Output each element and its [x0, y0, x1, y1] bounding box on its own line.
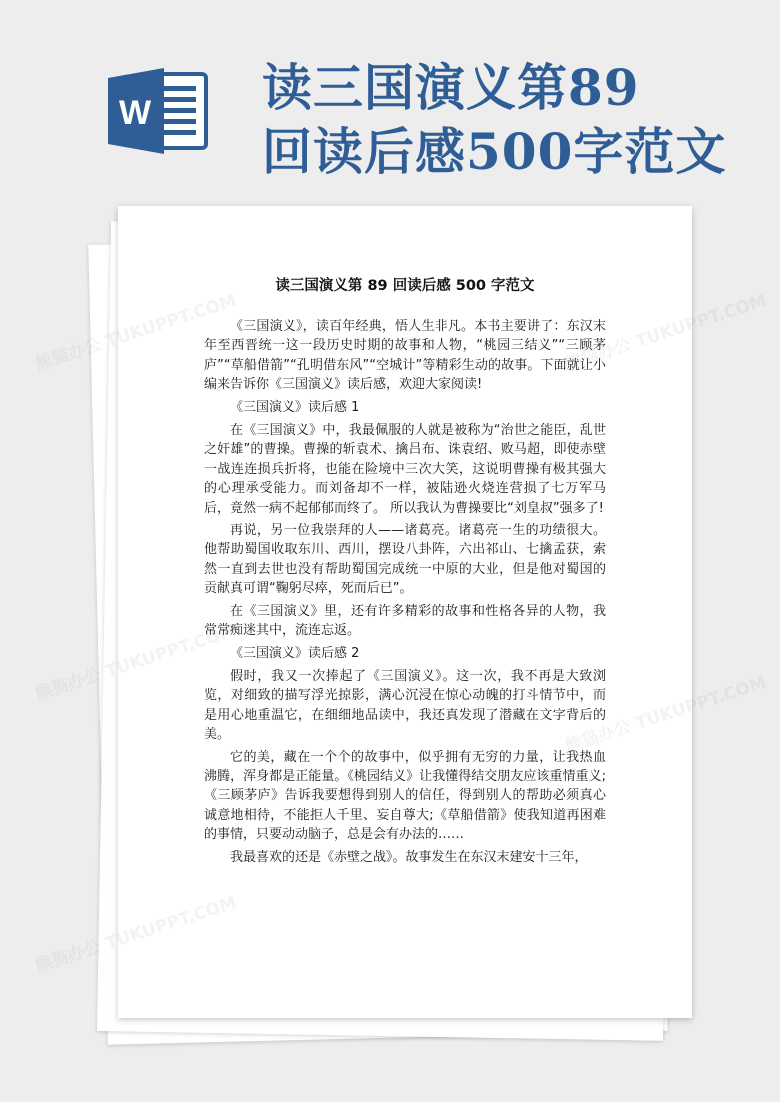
- section-heading-1: 《三国演义》读后感 1: [230, 399, 360, 415]
- watermark: TUKUPPT.COM: [633, 290, 769, 353]
- cover-title: [262, 56, 762, 184]
- cover-title-line-2: 回读后感500字范文: [262, 122, 727, 181]
- watermark: 熊猫办公: [32, 936, 104, 977]
- paragraph: 假时，我又一次捧起了《三国演义》。这一次，我不再是大致浏览，对细致的描写浮光掠影，满心沉浸在惊心动魄的打斗情节中，而是用心地重温它，在细细地品读中，我还真发现了潜藏在文字背后的美。: [204, 668, 606, 743]
- cover-title-line-1: 读三国演义第89: [262, 58, 640, 117]
- paragraph: 我最喜欢的还是《赤壁之战》。故事发生在东汉末建安十三年，: [230, 849, 588, 865]
- word-document-icon: [108, 68, 208, 154]
- section-heading-2: 《三国演义》读后感 2: [230, 645, 360, 661]
- paragraph: 再说，另一位我崇拜的人——诸葛亮。诸葛亮一生的功绩很大。他帮助蜀国收取东川、西川，摆设八卦阵，六出祁山、七擒孟获，索然一直到去世也没有帮助蜀国完成统一中原的大业，但是他对蜀国的贡献真可谓“鞠躬尽瘁，死而后已”。: [204, 523, 606, 597]
- watermark: 熊猫办公: [32, 664, 104, 705]
- document-page: [118, 206, 692, 1018]
- watermark: 熊猫办公: [32, 334, 104, 375]
- word-icon-letter: W: [118, 94, 152, 132]
- watermark: TUKUPPT.COM: [633, 672, 769, 735]
- document-body: [204, 317, 606, 870]
- document-title: 读三国演义第 89 回读后感 500 字范文: [275, 278, 535, 294]
- paragraph-intro: 《三国演义》，读百年经典，悟人生非凡。本书主要讲了：东汉末年至西晋统一这一段历史时期的故事和人物，“桃园三结义”“三顾茅庐”“草船借箭”“孔明借东风”“空城计”等精彩生动的故事。下面就让小编来告诉你《三国演义》读后感，欢迎大家阅读!: [204, 319, 606, 393]
- paragraph: 在《三国演义》中，我最佩服的人就是被称为“治世之能臣，乱世之奸雄”的曹操。曹操的斩袁术、擒吕布、诛袁绍、败马超，即使赤壁一战连连损兵折将，也能在险境中三次大笑，这说明曹操有极其强大的心理承受能力。而刘备却不一样，被陆逊火烧连营损了七万军马后，竟然一病不起郁郁而终了。 所以我认为曹操要比“刘皇叔”强多了!: [204, 423, 606, 516]
- paragraph: 它的美，藏在一个个的故事中，似乎拥有无穷的力量，让我热血沸腾，浑身都是正能量。《桃园结义》让我懂得结交朋友应该重情重义;《三顾茅庐》告诉我要想得到别人的信任，得到别人的帮助必须真心诚意地相待，不能拒人千里、妄自尊大;《草船借箭》使我知道再困难的事情，只要动动脑子，总是会有办法的……: [204, 749, 606, 843]
- paragraph: 在《三国演义》里，还有许多精彩的故事和性格各异的人物，我常常痴迷其中，流连忘返。: [204, 603, 606, 639]
